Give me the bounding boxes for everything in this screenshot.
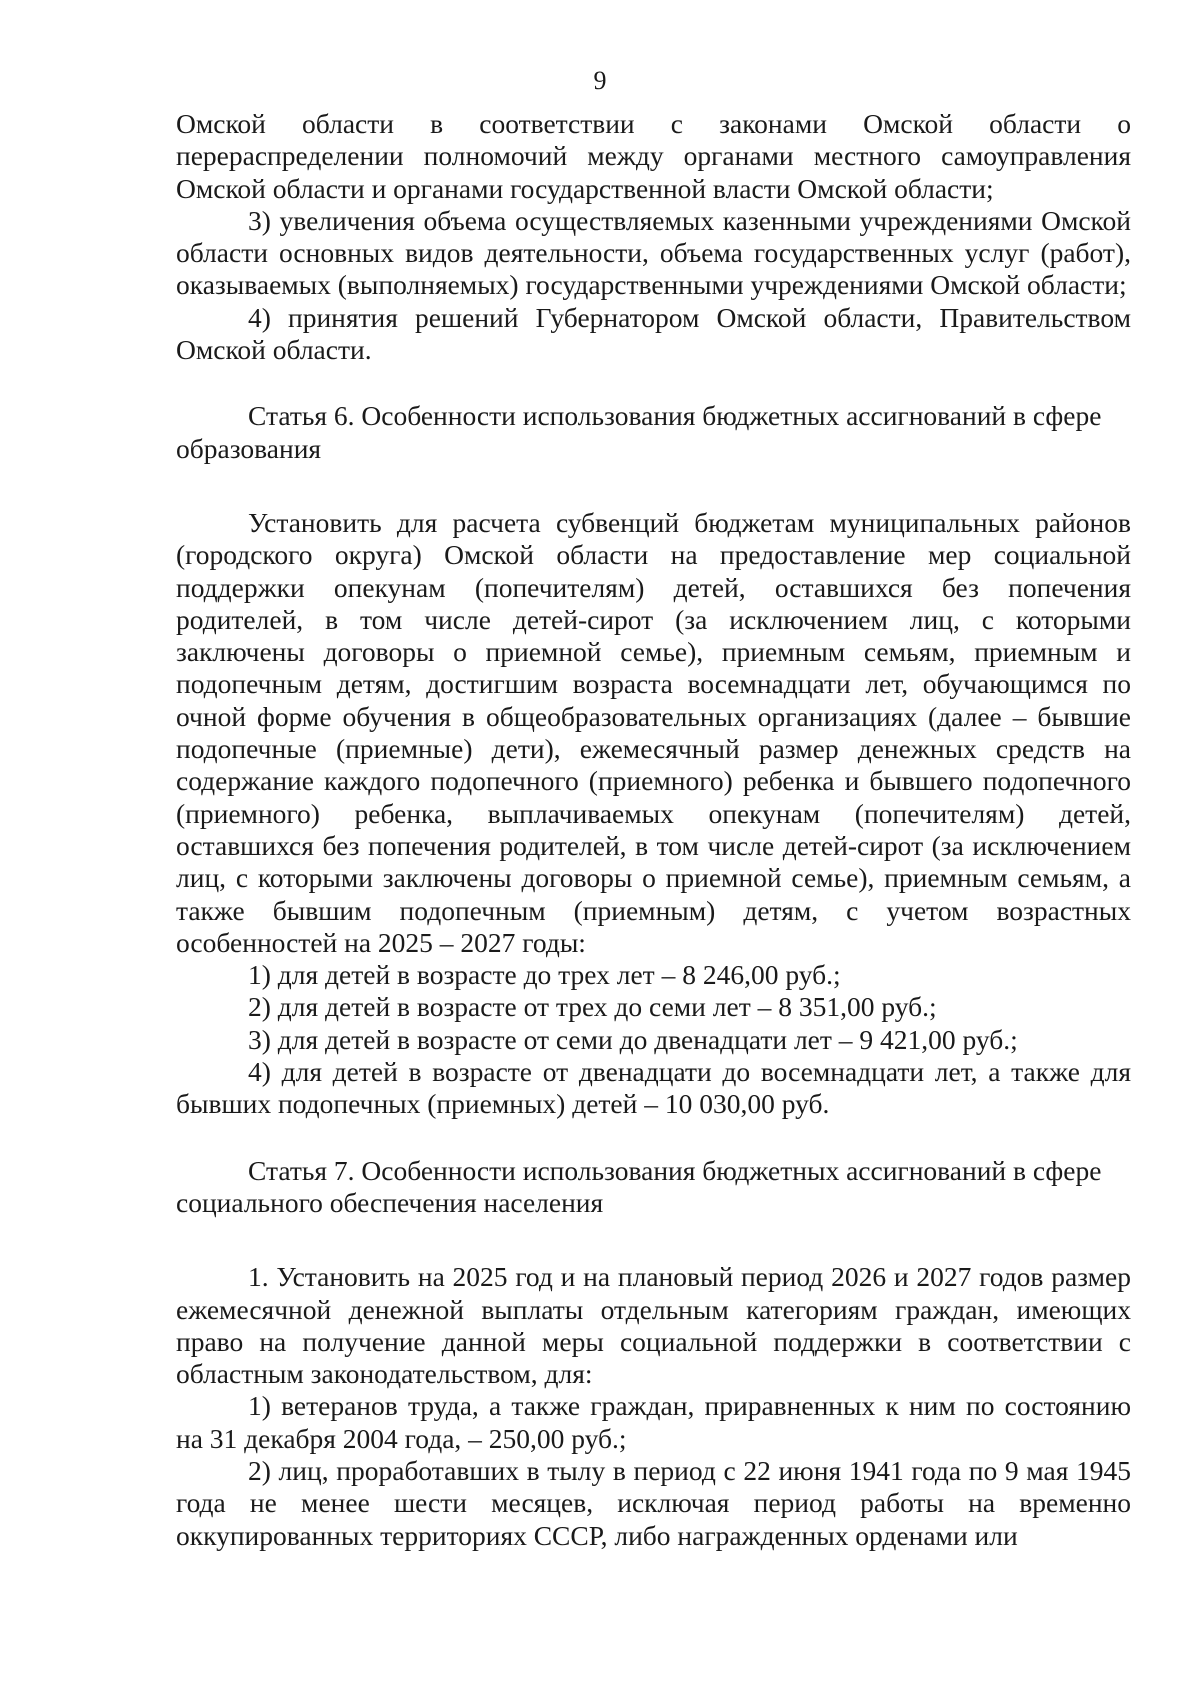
article-6-item-2: 2) для детей в возрасте от трех до семи лет – 8 351,00 руб.; <box>248 991 937 1023</box>
article-7-item-2: 2) лиц, проработавших в тылу в период с 22 июня 1941 года по 9 мая 1945 года не менее шести месяцев, исключая период работы на временно оккупированных территориях СССР, либо награжденных орденами или <box>176 1454 1131 1551</box>
list-item-4: 4) принятия решений Губернатором Омской области, Правительством Омской области. <box>176 301 1131 366</box>
article-7-item-1: 1) ветеранов труда, а также граждан, приравненных к ним по состоянию на 31 декабря 2004 года, – 250,00 руб.; <box>176 1390 1131 1454</box>
article-6-item-1: 1) для детей в возрасте до трех лет – 8 246,00 руб.; <box>248 959 841 991</box>
article-6-item-3: 3) для детей в возрасте от семи до двенадцати лет – 9 421,00 руб.; <box>248 1023 1018 1055</box>
paragraph-continuation: Омской области в соответствии с законами Омской области о перераспределении полномочий между органами местного самоуправления Омской области и органами государственной власти Омской области; <box>176 108 1131 204</box>
article-6-item-4: 4) для детей в возрасте от двенадцати до восемнадцати лет, а также для бывших подопечных (приемных) детей – 10 030,00 руб. <box>176 1056 1131 1120</box>
article-7-paragraph-1: 1. Установить на 2025 год и на плановый период 2026 и 2027 годов размер ежемесячной денежной выплаты отдельным категориям граждан, имеющих право на получение данной меры социальной поддержки в соответствии с областным законодательством, для: <box>176 1261 1131 1390</box>
list-item-3: 3) увеличения объема осуществляемых казенными учреждениями Омской области основных видов деятельности, объема государственных услуг (работ), оказываемых (выполняемых) государственными учреждениями Омской области; <box>176 204 1131 301</box>
article-6-title: Статья 6. Особенности использования бюджетных ассигнований в сфере образования <box>176 400 1102 464</box>
document-body <box>176 108 1131 1552</box>
article-7-title: Статья 7. Особенности использования бюджетных ассигнований в сфере социального обеспечения населения <box>176 1154 1102 1218</box>
page-number: 9 <box>593 66 607 95</box>
article-6-body: Установить для расчета субвенций бюджетам муниципальных районов (городского округа) Омской области на предоставление мер социальной поддержки опекунам (попечителям) детей, оставшихся без попечения родителей, в том числе детей-сирот (за исключением лиц, с которыми заключены договоры о приемной семье), приемным семьям, приемным и подопечным детям, достигшим возраста восемнадцати лет, обучающимся по очной форме обучения в общеобразовательных организациях (далее – бывшие подопечные (приемные) дети), ежемесячный размер денежных средств на содержание каждого подопечного (приемного) ребенка и бывшего подопечного (приемного) ребенка, выплачиваемых опекунам (попечителям) детей, оставшихся без попечения родителей, в том числе детей-сирот (за исключением лиц, с которыми заключены договоры о приемной семье), приемным семьям, а также бывшим подопечным (приемным) детям, с учетом возрастных особенностей на 2025 – 2027 годы: <box>176 506 1131 958</box>
